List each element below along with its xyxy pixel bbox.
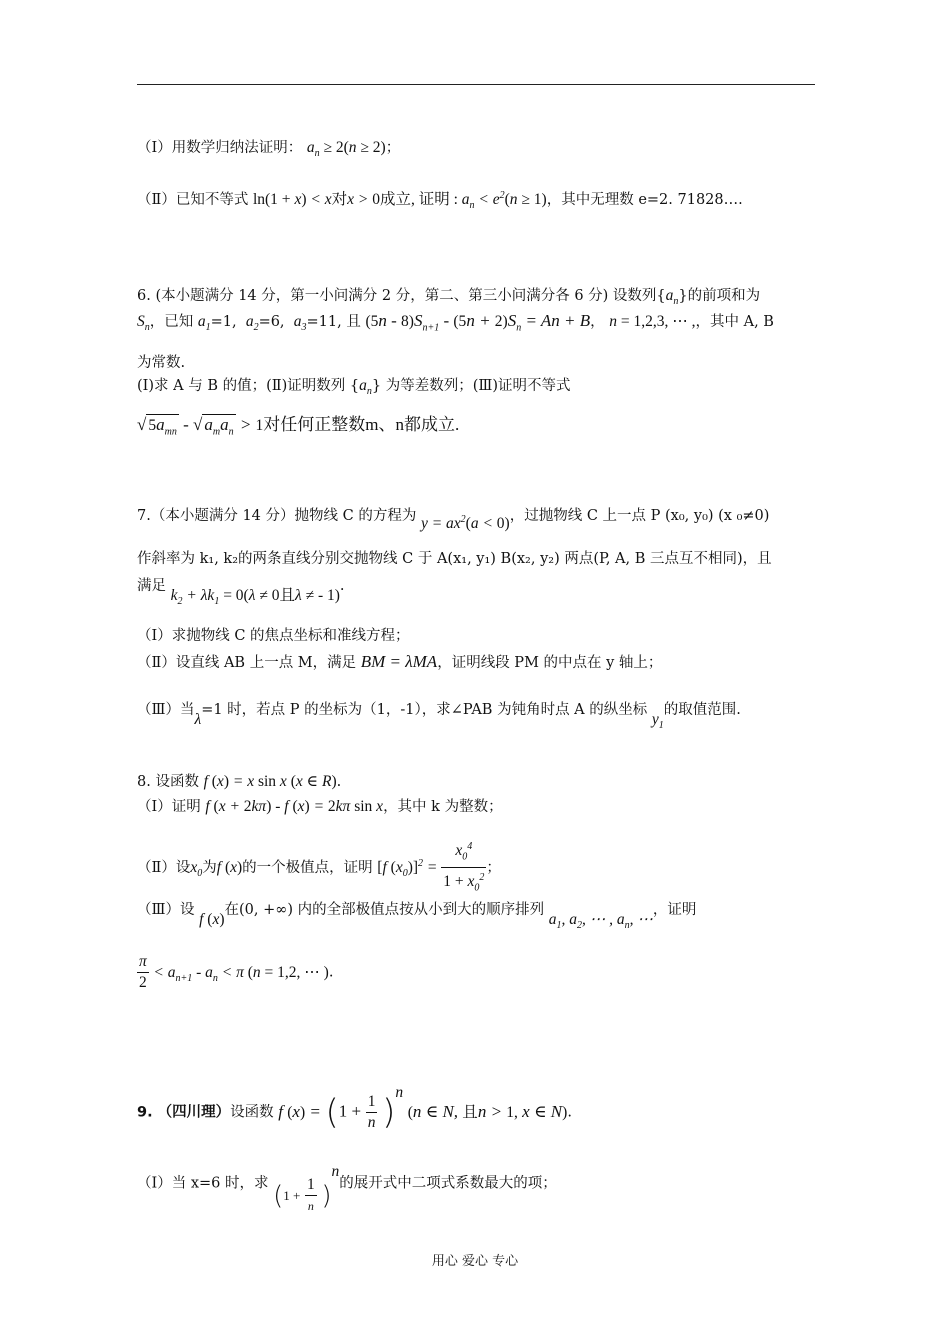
page-footer: 用心 爱心 专心 bbox=[431, 1254, 519, 1269]
formula: $a_n \ge 2(n \ge 2)$ bbox=[306, 139, 386, 160]
text: 设函数 bbox=[230, 1104, 274, 1121]
problem-8-line-5: $\frac{\pi}{2}$ < $a_{n+1} - a_n < \pi$ (n = 1,2, ⋯ ). bbox=[139, 953, 334, 991]
fraction: $\frac{1}{n}$ bbox=[367, 1093, 376, 1131]
text: 9. （四川理） bbox=[137, 1104, 231, 1121]
problem-6-line-2: $S_n$，已知 $a_1=1$, $a_2=6$, $a_3=11$, 且 $(5n - 8)S_{n+1} - (5n + 2)S_n = An + B$， n = 1,2,3, ⋯ ,，其中 A, B bbox=[137, 311, 774, 334]
problem-7-line-3: 满足 $k_2 + \lambda k_1 = 0(\lambda \ne 0$且λ ≠ - 1). bbox=[137, 578, 345, 608]
text: 为 bbox=[202, 859, 217, 876]
fraction: $\frac{1}{n}$ bbox=[306, 1176, 315, 1213]
text: ，其中 k 为整数； bbox=[383, 799, 503, 815]
text: ，已知 bbox=[149, 314, 194, 330]
text: 在(0, +∞) 内的全部极值点按从小到大的顺序排列 bbox=[224, 902, 545, 918]
text: 7.（本小题满分 14 分）抛物线 C 的方程为 bbox=[137, 508, 417, 525]
text: （Ⅲ）当 bbox=[137, 702, 195, 718]
text: =1 时，若点 P 的坐标为（1，-1），求∠PAB 为钝角时点 A 的纵坐标 bbox=[201, 702, 648, 718]
problem-8-line-2: （Ⅰ）证明 f (x + 2kπ) - f (x) = 2kπ sin x，其中 k 为整数； bbox=[137, 798, 503, 815]
text: （Ⅰ）当 x=6 时，求 bbox=[137, 1175, 269, 1192]
text: ，证明 bbox=[652, 902, 697, 918]
text: 的一个极值点，证明 bbox=[242, 859, 373, 876]
line-part-1: （Ⅰ）用数学归纳法证明： $a_n \ge 2(n \ge 2)$； bbox=[137, 139, 401, 160]
text: 8. 设函数 bbox=[137, 774, 199, 790]
problem-8-line-4: （Ⅲ）设 f (x)在(0, +∞) 内的全部极值点按从小到大的顺序排列 $a_1$, $a_2$, ⋯ , $a_n$, ⋯，证明 bbox=[137, 902, 697, 932]
line-part-2 bbox=[137, 186, 743, 216]
text: 的取值范围. bbox=[663, 702, 741, 718]
problem-7-line-1: 7.（本小题满分 14 分）抛物线 C 的方程为 $y = ax^2(a < 0)$，过抛物线 C 上一点 P (x₀, y₀) (x ₀≠0) bbox=[137, 508, 770, 533]
problem-8-line-3: （Ⅱ）设$x_0$为f (x)的一个极值点，证明 [f $(x_0)]^2$ = $\frac{x_0^4}{1 + x_0^2}$ ； bbox=[137, 837, 501, 899]
problem-7-line-4: （Ⅰ）求抛物线 C 的焦点坐标和准线方程； bbox=[137, 628, 410, 644]
fraction: $\frac{\pi}{2}$ bbox=[139, 953, 147, 991]
text: （Ⅲ）设 bbox=[137, 902, 195, 918]
fraction: $\frac{x_0^4}{1 + x_0^2}$ bbox=[441, 837, 486, 899]
text: （Ⅱ）已知不等式 bbox=[137, 192, 249, 209]
header-rule bbox=[137, 84, 815, 85]
problem-8-line-1: 8. 设函数 f (x) = x sin x (x ∈ R). bbox=[137, 773, 342, 790]
text: ，过抛物线 C 上一点 P (x₀, y₀) (x ₀≠0) bbox=[509, 508, 770, 525]
text: 满足 bbox=[137, 578, 166, 594]
text: （Ⅰ）用数学归纳法证明： bbox=[137, 140, 303, 156]
problem-6-line-3: 为常数. bbox=[137, 355, 186, 371]
problem-9-line-2: （Ⅰ）当 x=6 时，求 (1 + $\frac{1}{n}$ )$^n$的展开式中二项式系数最大的项； bbox=[137, 1163, 557, 1204]
text: 对任何正整数m、n都成立. bbox=[263, 415, 460, 434]
problem-7-line-6: （Ⅲ）当λ=1 时，若点 P 的坐标为（1，-1），求∠PAB 为钝角时点 A 的纵坐标 $y_1$的取值范围. bbox=[137, 702, 741, 732]
problem-9-line-1: 9. （四川理）设函数 f (x) = (1 + $\frac{1}{n}$ )$^n$ (n ∈ N, 且n > 1, x ∈ N). bbox=[137, 1083, 572, 1133]
text: （Ⅱ）设直线 AB 上一点 M，满足 bbox=[137, 655, 357, 671]
text: (Ⅰ)求 A 与 B 的值；(Ⅱ)证明数列 { bbox=[137, 378, 360, 394]
text: ，其中 A, B bbox=[695, 314, 774, 330]
text: 6. (本小题满分 14 分，第一小问满分 2 分，第二、第三小问满分各 6 分) 设数列{ bbox=[137, 288, 666, 304]
text: ，证明线段 PM 的中点在 y 轴上； bbox=[437, 655, 663, 671]
formula: ln(1 + x) < x对x > 0成立, 证明 : $a_n < e^2(n \ge 1)$ bbox=[252, 190, 547, 212]
text: } 为等差数列；(Ⅲ)证明不等式 bbox=[371, 378, 571, 394]
problem-7-line-2: 作斜率为 k₁, k₂的两条直线分别交抛物线 C 于 A(x₁, y₁) B(x₂, y₂) 两点(P, A, B 三点互不相同)，且 bbox=[137, 551, 772, 567]
text: （Ⅱ）设 bbox=[137, 859, 191, 876]
problem-7-line-5: （Ⅱ）设直线 AB 上一点 M，满足 BM = λMA，证明线段 PM 的中点在 y 轴上； bbox=[137, 652, 663, 671]
problem-6-line-4: (Ⅰ)求 A 与 B 的值；(Ⅱ)证明数列 $\{a_n\}$ 为等差数列；(Ⅲ)证明不等式 bbox=[137, 377, 571, 398]
problem-6-line-1: 6. (本小题满分 14 分，第一小问满分 2 分，第二、第三小问满分各 6 分) 设数列$\{a_n\}$的前项和为 bbox=[137, 287, 761, 308]
text: }的前项和为 bbox=[678, 288, 761, 304]
problem-6-line-5: √ $5a_{mn}$ - √ $a_ma_n > 1$对任何正整数m、n都成立. bbox=[137, 414, 459, 442]
text: ，其中无理数 e=2. 71828…. bbox=[546, 192, 743, 209]
text: （Ⅰ）证明 bbox=[137, 799, 201, 815]
text: 的展开式中二项式系数最大的项； bbox=[339, 1175, 557, 1192]
